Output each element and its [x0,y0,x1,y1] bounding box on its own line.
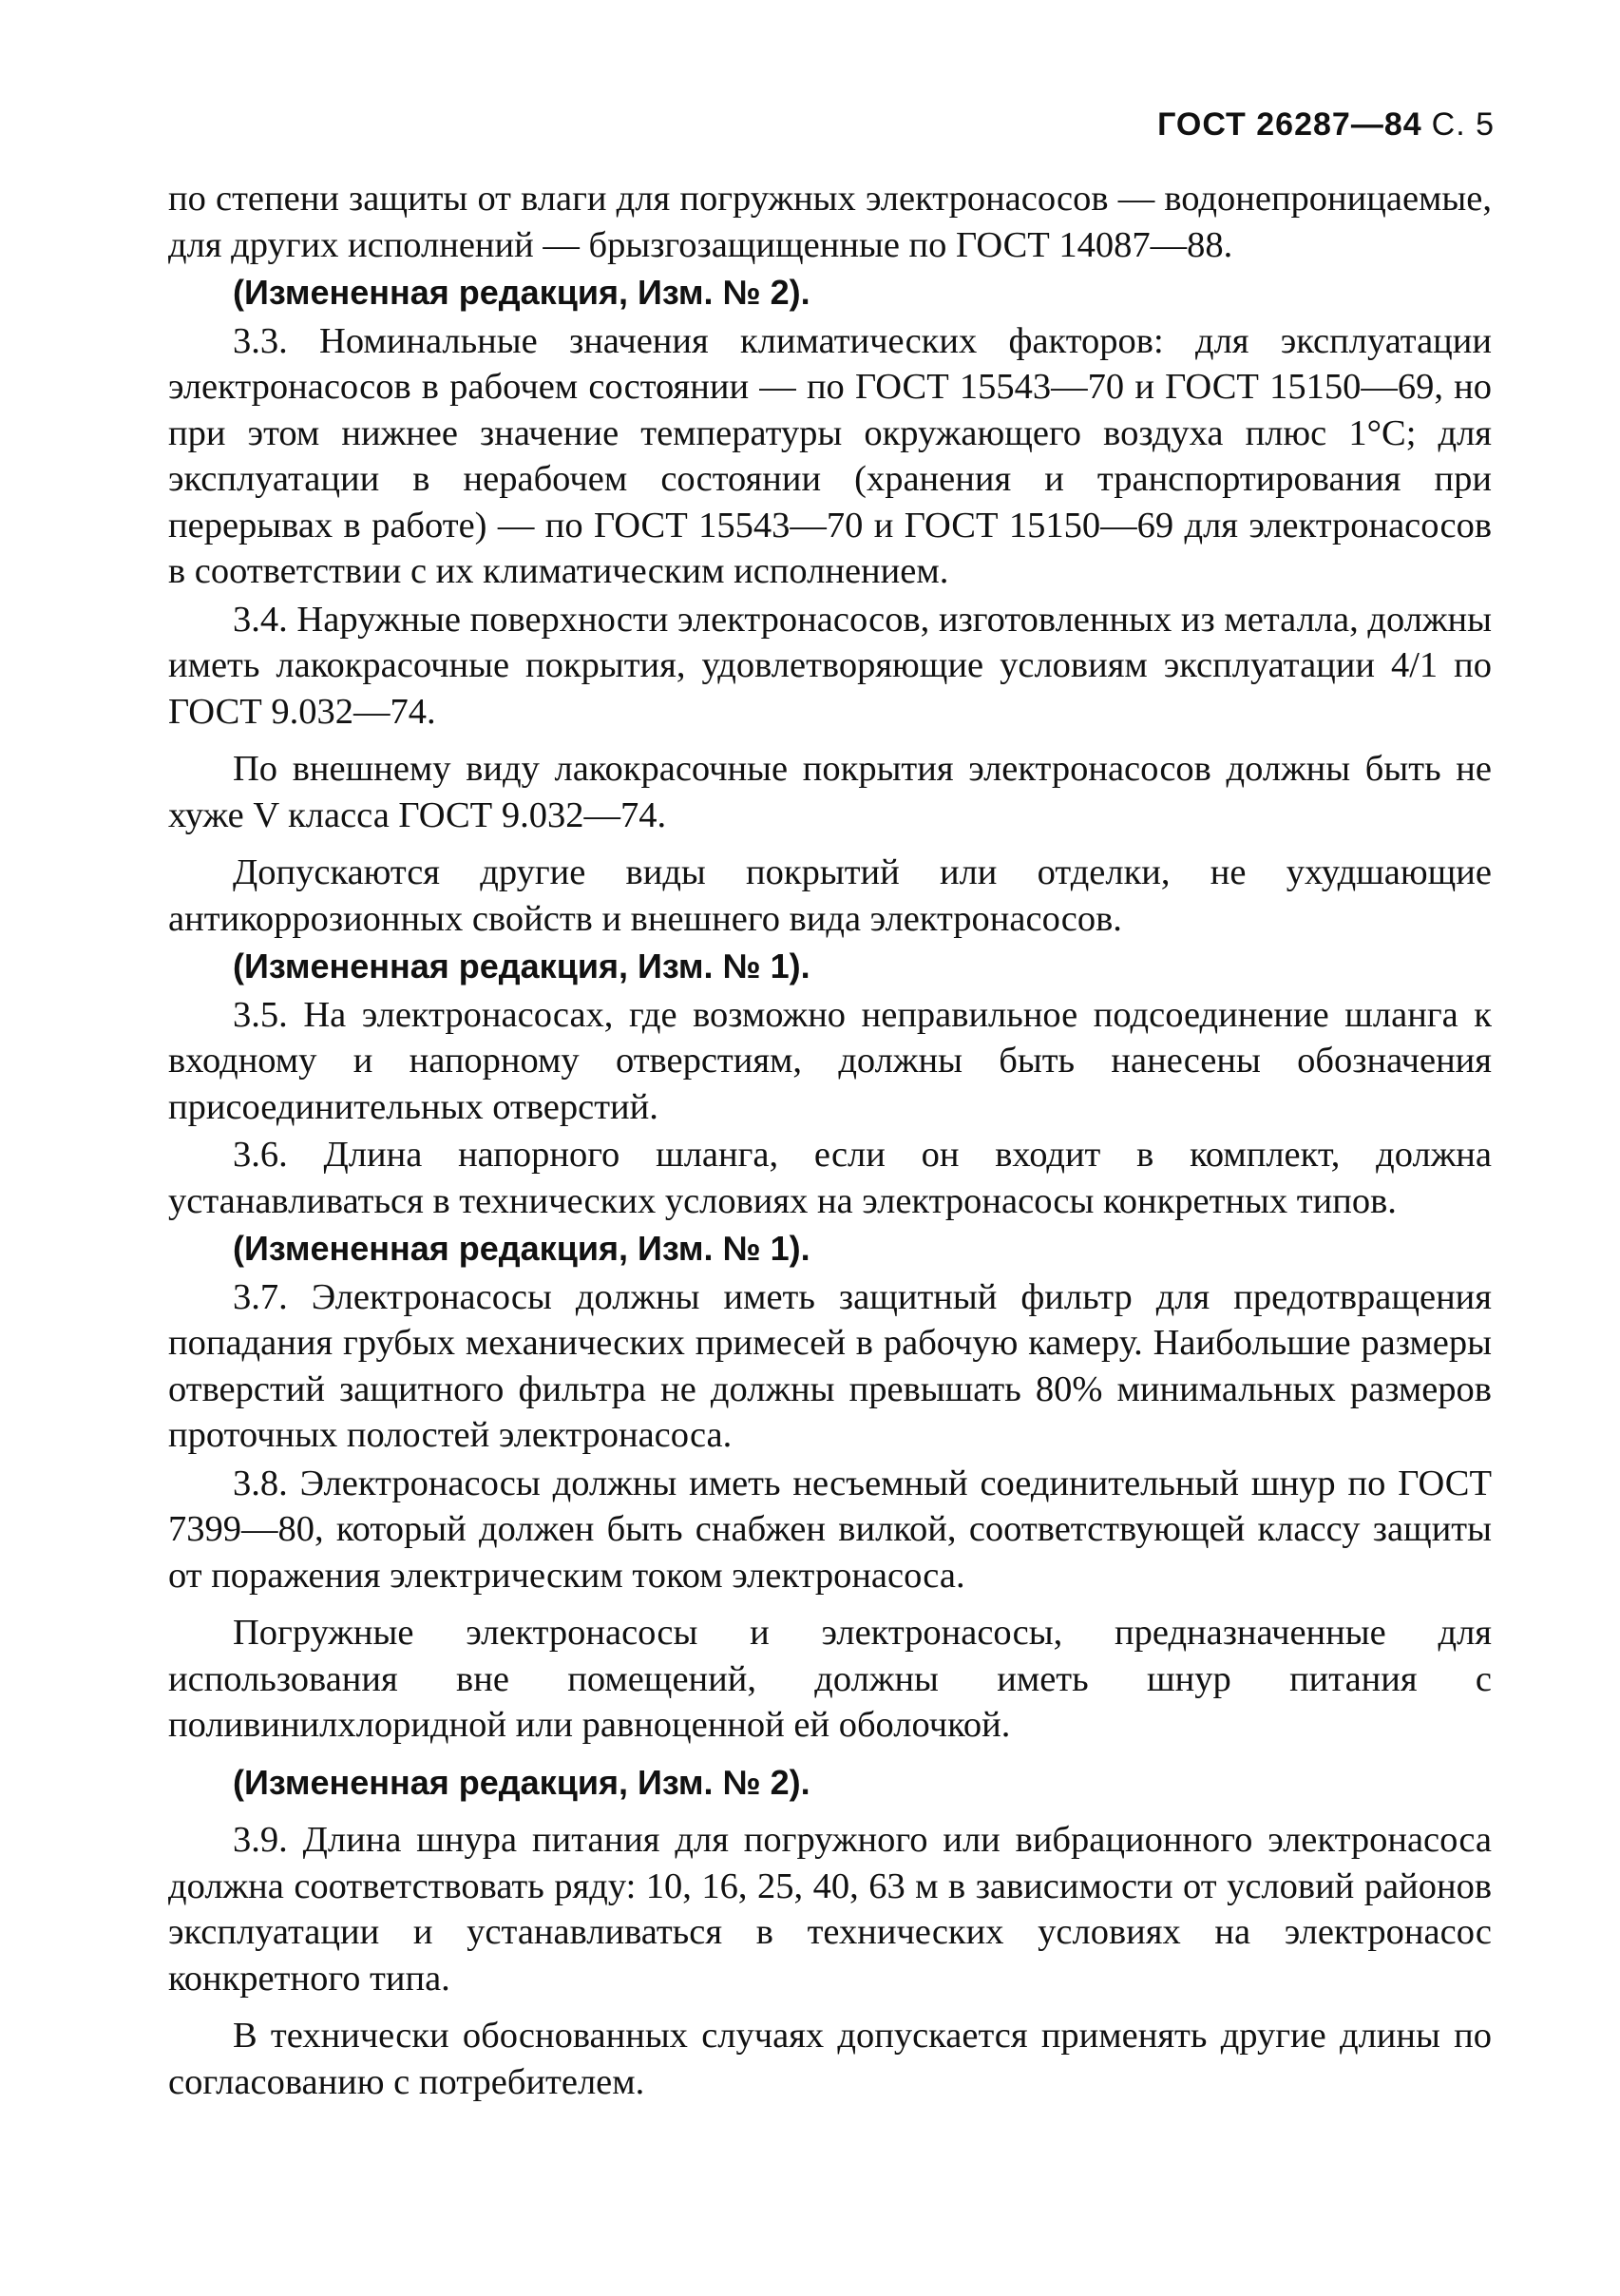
standard-number: ГОСТ 26287—84 [1157,106,1422,143]
body-text [168,176,1492,2107]
amendment-note: (Измененная редакция, Изм. № 2). [233,273,810,312]
clause-3-5: 3.5. На электронасосах, где возможно неправильное подсоединение шланга к входному и напорному отверстиям, должны быть нанесены обозначения присоединительных отверстий. [168,994,1492,1127]
amendment-note: (Измененная редакция, Изм. № 1). [233,947,810,985]
page-header [1157,106,1495,144]
paragraph: Допускаются другие виды покрытий или отделки, не ухудшающие антикоррозионных свойств и внешнего вида электронасосов. [168,852,1492,939]
paragraph-continuation: по степени защиты от влаги для погружных электронасосов — водонепроницаемые, для других исполнений — брызгозащищенные по ГОСТ 14087—88. [168,179,1492,265]
clause-3-8: 3.8. Электронасосы должны иметь несъемный соединительный шнур по ГОСТ 7399—80, который должен быть снабжен вилкой, соответствующей классу защиты от поражения электрическим током электронасоса. [168,1463,1492,1596]
paragraph: По внешнему виду лакокрасочные покрытия электронасосов должны быть не хуже V класса ГОСТ 9.032—74. [168,749,1492,835]
amendment-note: (Измененная редакция, Изм. № 2). [233,1762,810,1802]
clause-3-6: 3.6. Длина напорного шланга, если он входит в комплект, должна устанавливаться в технических условиях на электронасосы конкретных типов. [168,1135,1492,1221]
paragraph: Погружные электронасосы и электронасосы, предназначенные для использования вне помещений, должны иметь шнур питания с поливинилхлоридной или равноценной ей оболочкой. [168,1613,1492,1745]
clause-3-7: 3.7. Электронасосы должны иметь защитный фильтр для предотвращения попадания грубых механических примесей в рабочую камеру. Наибольшие размеры отверстий защитного фильтра не должны превышать 80% минимальных размеров проточных полостей электронасоса. [168,1276,1492,1455]
amendment-note: (Измененная редакция, Изм. № 1). [233,1229,810,1268]
clause-3-9: 3.9. Длина шнура питания для погружного или вибрационного электронасоса должна соответствовать ряду: 10, 16, 25, 40, 63 м в зависимости от условий районов эксплуатации и устанавливаться в технических условиях на электронасос конкретного типа. [168,1820,1492,1999]
page-number: С. 5 [1431,106,1495,143]
clause-3-4: 3.4. Наружные поверхности электронасосов, изготовленных из металла, должны иметь лакокрасочные покрытия, удовлетворяющие условиям эксплуатации 4/1 по ГОСТ 9.032—74. [168,599,1492,732]
paragraph: В технически обоснованных случаях допускается применять другие длины по согласованию с потребителем. [168,2016,1492,2102]
clause-3-3: 3.3. Номинальные значения климатических факторов: для эксплуатации электронасосов в рабочем состоянии — по ГОСТ 15543—70 и ГОСТ 15150—69, но при этом нижнее значение температуры окружающего воздуха плюс 1°С; для эксплуатации в нерабочем состоянии (хранения и транспортирования при перерывах в работе) — по ГОСТ 15543—70 и ГОСТ 15150—69 для электронасосов в соответствии с их климатическим исполнением. [168,320,1492,591]
